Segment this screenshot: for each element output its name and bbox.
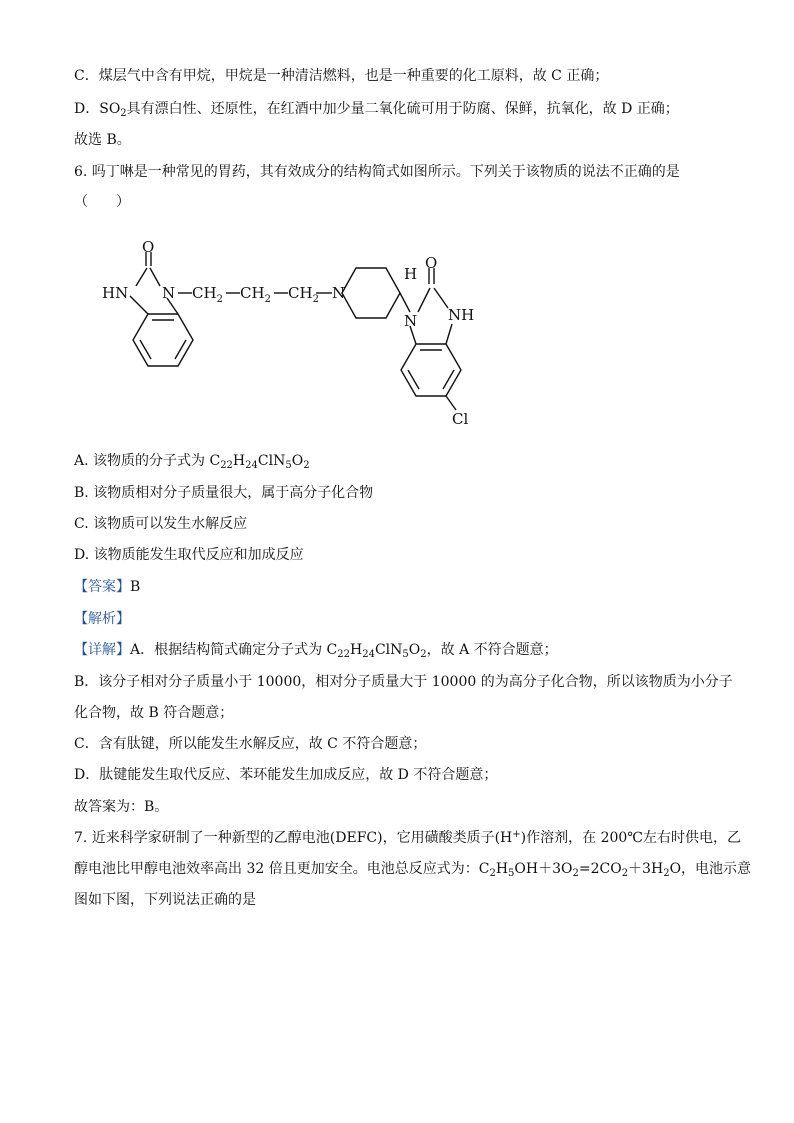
atom-o-right: O <box>425 254 438 272</box>
answer-label: 【答案】 <box>74 579 130 595</box>
atom-hn-left: HN <box>102 284 129 302</box>
analysis-label: 【解析】 <box>74 611 130 627</box>
previous-conclusion: 故选 B。 <box>74 132 131 148</box>
atom-n-left: N <box>162 284 176 302</box>
detail-c: C．含有肽键，所以能发生水解反应，故 C 不符合题意； <box>74 736 427 752</box>
detail-d: D．肽键能发生取代反应、苯环能发生加成反应，故 D 不符合题意； <box>74 767 498 783</box>
detail-a: 【详解】A．根据结构简式确定分子式为 $C_{22}H_{24}ClN_5O_2$，故 A 不符合题意； <box>74 642 558 660</box>
atom-n-right: N <box>404 312 418 330</box>
detail-b-line2: 化合物，故 B 符合题意； <box>74 705 234 721</box>
chain-ch2-3: $CH_2$ <box>288 284 319 305</box>
option-d-previous: D．$SO_2$具有漂白性、还原性，在红酒中加少量二氧化硫可用于防腐、保鲜，抗氧化，故 D 正确； <box>74 101 679 119</box>
option-d: D. 该物质能发生取代反应和加成反应 <box>74 547 304 563</box>
question-6-stem: 6. 吗丁啉是一种常见的胃药，其有效成分的结构简式如图所示。下列关于该物质的说法不正确的是 <box>74 164 680 180</box>
atom-cl: Cl <box>452 410 469 428</box>
atom-nh-right: NH <box>448 306 475 324</box>
option-b: B. 该物质相对分子质量很大，属于高分子化合物 <box>74 485 374 501</box>
question-7-line3: 图如下图，下列说法正确的是 <box>74 892 256 908</box>
atom-o-left: O <box>142 238 155 256</box>
chain-ch2-2: $CH_2$ <box>240 284 271 305</box>
structural-formula <box>96 228 516 438</box>
answer <box>74 577 140 597</box>
option-a: A. 该物质的分子式为 $C_{22}H_{24}ClN_5O_2$ <box>74 453 310 471</box>
question-6-blank: （ ） <box>74 194 130 210</box>
detail-b-line1: B．该分子相对分子质量小于 10000，相对分子质量大于 10000 的为高分子化合物，所以该物质为小分子 <box>74 674 733 690</box>
chain-ch2-1: $CH_2$ <box>192 284 223 305</box>
atom-n-piperidine: N <box>332 284 346 302</box>
detail-label: 【详解】 <box>74 642 130 658</box>
atom-h-piperidine: H <box>404 265 418 283</box>
question-7-line1: 7. 近来科学家研制了一种新型的乙醇电池(DEFC)，它用磺酸类质子(H+)作溶剂，在 200℃左右时供电，乙 <box>74 829 741 846</box>
question-7-line2: 醇电池比甲醇电池效率高出 32 倍且更加安全。电池总反应式为：$C_2H_5OH+3O_2=2CO_2+3H_2O$，电池示意 <box>74 861 752 879</box>
final-answer: 故答案为：B。 <box>74 799 169 815</box>
option-c: C. 该物质可以发生水解反应 <box>74 516 248 532</box>
answer-value: B <box>130 579 141 595</box>
option-c-previous: C．煤层气中含有甲烷，甲烷是一种清洁燃料，也是一种重要的化工原料，故 C 正确； <box>74 68 609 84</box>
